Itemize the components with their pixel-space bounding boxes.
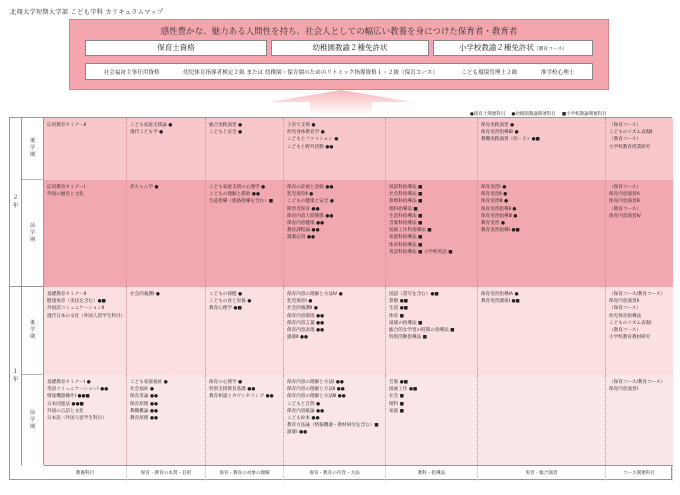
course-item: 健康体育（実技を含む）●■ <box>47 299 106 305</box>
course-item: 保育内容総論 ●● <box>287 408 325 414</box>
course-item: 保育内容健康 ●● <box>287 221 325 227</box>
course-item: 応用教育セミナーⅡ <box>47 123 87 128</box>
course-item: 社会科指導法 ■ <box>389 192 423 198</box>
course-cell <box>127 118 206 180</box>
course-cell <box>206 180 284 287</box>
course-item: 幼児身体教育学 ● <box>287 130 325 136</box>
course-item: 算数 ●■ <box>389 299 408 305</box>
course-item: 生活科指導法 ■ <box>389 213 423 219</box>
course-item: 保育実習Ⅰ ● <box>481 185 507 190</box>
course-item: 小学校教育授業研究 <box>609 144 651 150</box>
course-item: 音楽科指導法 ■ <box>389 221 423 227</box>
course-item: 教育実習 ● <box>481 221 505 227</box>
course-item: こどもと自然 ● <box>287 401 321 407</box>
course-item: こどもとファッション ● <box>287 137 339 143</box>
course-item: 教育方法論（情報機器・教材研究を含む）■ <box>287 423 379 429</box>
course-item: 総合実践演習 ● <box>209 123 243 128</box>
cert-item: 幼児体育指導者検定２級 または 幼稚園・保育園のためのリトミック指導資格１・２級（保育コース） <box>183 69 438 76</box>
course-item: 保育の心理学 ● <box>209 380 243 385</box>
course-cell <box>44 180 127 287</box>
course-cell <box>478 118 606 180</box>
cert-bar <box>85 63 593 80</box>
course-item: 保育内容演習Ⅳ <box>609 213 641 219</box>
course-item: 幼児体育指導法 <box>609 313 642 319</box>
course-cell <box>606 118 673 180</box>
course-item: （教育コース） <box>609 206 641 212</box>
course-item: 保育の計画と評価 ●● <box>287 185 334 190</box>
course-item: こども家庭福祉 ● <box>130 380 168 385</box>
grid-row <box>44 375 673 465</box>
course-item: （教育コース） <box>609 137 641 143</box>
course-item: 器楽応用 ●● <box>287 235 315 241</box>
course-item: こども家庭支援論 ● <box>130 123 173 128</box>
course-item: 教育心理学 ●■ <box>209 306 242 312</box>
course-item: 保育実習Ⅲ ● <box>481 199 509 205</box>
course-item: 体育 ■ <box>389 313 404 319</box>
course-cell <box>386 287 478 375</box>
course-item: 保育実習指導ⅠB ● <box>481 130 519 136</box>
course-item: 家庭 ■ <box>389 408 404 414</box>
course-item: （保育コース） <box>609 185 641 190</box>
course-item: こどもの理解と援助 ●● <box>209 192 260 198</box>
course-item: 社会的養護Ⅱ ● <box>287 306 318 312</box>
course-cell <box>284 375 386 465</box>
qual-elementary: 小学校教諭２種免許状（教育コース） <box>433 40 593 56</box>
course-item: 家庭科指導法 ■ <box>389 235 423 241</box>
course-cell <box>44 375 127 465</box>
course-item: こどもの食と栄養 ● <box>209 299 252 305</box>
course-item: 保育内容の理解と方法Ⅰ ●● <box>287 380 344 385</box>
course-item: 教育課程論 ●● <box>287 228 320 234</box>
course-item: こども絵本 ●● <box>287 416 320 422</box>
course-cell <box>206 287 284 375</box>
course-item: 教育実習指導Ⅰ ●■ <box>481 228 520 234</box>
course-item: 子育て支援 ● <box>287 123 316 128</box>
course-item: 保育内容表現 ●● <box>287 328 325 334</box>
course-cell <box>127 375 206 465</box>
semester-label: 後 学 期 <box>22 287 44 375</box>
course-cell <box>284 180 386 287</box>
course-item: 保育内容演習Ⅱ <box>609 299 639 305</box>
course-item: 保育実習Ⅱ ● <box>481 192 508 198</box>
course-item: 基礎教育セミナーⅠ ● <box>47 380 91 385</box>
course-item: こどもと野外活動 ●● <box>287 144 334 150</box>
qual-nursery: 保育士資格 <box>85 40 267 56</box>
course-item: 保育内容の理解と方法Ⅲ ●● <box>287 394 346 400</box>
course-item: 基礎教育セミナーⅡ <box>47 292 87 297</box>
page-header: 北翔大学短期大学部 こども学科 カリキュラムマップ <box>10 9 164 16</box>
course-cell <box>606 180 673 287</box>
column-label: 保育・教育の内容・方法 <box>284 466 386 481</box>
course-cell <box>386 180 478 287</box>
cert-item: こども環境管理士２級 <box>461 69 518 76</box>
cert-item: 社会福祉主事任用資格 <box>103 69 160 76</box>
course-cell <box>206 375 284 465</box>
legend-item: ●保育士関連科目 <box>470 112 506 117</box>
course-item: 図画工作 ●■ <box>389 387 418 393</box>
course-item: 総合的な学習の時間の指導法 ■ <box>389 328 455 334</box>
course-cell <box>606 375 673 465</box>
course-item: （教育コース） <box>609 328 641 334</box>
course-item: 英語コミュニケーションⅠ ●● <box>47 387 109 393</box>
course-cell <box>478 180 606 287</box>
course-item: 障害児保育 ●● <box>287 206 320 212</box>
course-item: 教育相談とカウンセリング ●● <box>209 394 274 400</box>
course-cell <box>44 118 127 180</box>
course-cell <box>284 118 386 180</box>
goal-panel <box>69 19 609 90</box>
year-1-label: １ 年 <box>10 287 22 465</box>
course-item: 算数科指導法 ■ <box>389 199 423 205</box>
course-cell <box>206 118 284 180</box>
course-item: 保育内容演習A <box>609 192 640 198</box>
course-item: 保育内容人間関係 ●● <box>287 213 334 219</box>
course-item: 保育内容言葉 ●● <box>287 320 325 326</box>
course-cell <box>478 375 606 465</box>
course-cell <box>44 287 127 375</box>
legend-item: ●幼稚園教諭関連科目 <box>511 112 556 117</box>
course-cell <box>478 287 606 375</box>
course-item: 保育実習指導Ⅱ ● <box>481 206 517 212</box>
semester-label: 後 学 期 <box>22 118 44 180</box>
course-item: 社会的養護Ⅰ ● <box>130 292 160 297</box>
course-item: （保育コース/教育コース） <box>609 380 666 385</box>
course-cell <box>284 287 386 375</box>
course-item: 社会 ■ <box>389 394 404 400</box>
course-item: 外国の言語と文化 <box>47 408 84 414</box>
course-item: 国語（書写を含む）●■ <box>389 292 439 297</box>
course-cell <box>606 287 673 375</box>
course-item: 社会福祉 ● <box>130 387 154 393</box>
legend-item: ■小学校教諭関連科目 <box>561 112 607 117</box>
year-2-label: ２ 年 <box>10 118 22 287</box>
grid-row <box>44 180 673 287</box>
course-item: 英語科指導法 ■ 小学校英語 ■ <box>389 249 453 255</box>
column-label: コース関連科目 <box>606 466 673 481</box>
course-item: 生徒指導（進路指導を含む）■ <box>209 199 274 205</box>
course-item: こどもの保健 ● <box>209 292 243 297</box>
course-item: 外国語コミュニケーションⅡ <box>47 306 105 312</box>
course-item: 理科 ■ <box>389 401 404 407</box>
course-item: （保育コース） <box>609 123 641 128</box>
cert-item: 准学校心理士 <box>540 69 575 76</box>
column-label: 保育・教育の対象の理解 <box>206 466 284 481</box>
course-item: 教育原理 ●● <box>130 416 158 422</box>
semester-label: 前 学 期 <box>22 180 44 287</box>
course-item: 保育内容の理解と方法Ⅱ ●● <box>287 387 345 393</box>
column-label: 保育・教育の本質・目的 <box>127 466 206 481</box>
up-arrow-icon <box>270 90 412 115</box>
course-item: 保育者論 ●● <box>130 394 158 400</box>
course-item: 保育内容演習Ⅰ <box>609 387 638 393</box>
course-item: 日本語（外国人留学生科目） <box>47 416 107 422</box>
course-item: 教職概論 ●● <box>130 408 158 414</box>
course-item: 保育実習指導ⅠA ● <box>481 292 519 297</box>
course-cell <box>127 287 206 375</box>
course-cell <box>386 375 478 465</box>
column-label: 実習・総合演習 <box>478 466 606 481</box>
course-item: 応用教育セミナーⅠ <box>47 185 86 190</box>
course-item: 国語科指導法 ■ <box>389 185 423 190</box>
course-item: 乳児保育Ⅱ ● <box>287 192 314 198</box>
course-item: 音楽 ●■ <box>389 380 408 385</box>
course-cell <box>127 180 206 287</box>
column-footer <box>44 465 673 480</box>
course-item: こどもと安全 ● <box>209 130 243 136</box>
course-item: こどものリズム表現Ⅱ <box>609 130 653 136</box>
course-item: 外国の歴史と文化 <box>47 192 84 198</box>
course-item: こどもの健康と安全 ● <box>287 199 334 205</box>
course-item: 情報機器操作Ⅰ ●●■ <box>47 394 90 400</box>
goal-text: 感性豊かな、魅力ある人間性を持ち、社会人としての幅広い教養を身につけた保育者・教育者 <box>160 27 518 37</box>
course-item: 理科指導法 ■ <box>389 206 418 212</box>
course-item: 保育実習指導Ⅲ ● <box>481 213 518 219</box>
course-item: 生活 ●■ <box>389 306 408 312</box>
course-cell <box>386 118 478 180</box>
course-item: 保育実践演習 ● <box>481 123 515 128</box>
course-item: 現代日本の文化（外国人留学生科目） <box>47 313 126 319</box>
course-item: 保育原理 ●● <box>130 401 158 407</box>
column-label: 教養科目 <box>44 466 127 481</box>
course-item: 赤ちゃん学 ● <box>130 185 159 190</box>
course-item: 器楽Ⅱ ●● <box>287 335 308 341</box>
course-item: 小学校教育教材研究 <box>609 335 651 341</box>
course-item: こども家庭支援の心理学 ● <box>209 185 266 190</box>
course-item: 保育内容の理解と方法Ⅳ ● <box>287 292 343 297</box>
course-item: （保育コース） <box>609 306 641 312</box>
course-item: 保育内容環境 ●● <box>287 313 325 319</box>
column-label: 教科・指導法 <box>386 466 478 481</box>
grid-row <box>44 118 673 180</box>
semester-label: 前 学 期 <box>22 375 44 465</box>
course-item: （保育コース/教育コース） <box>609 292 666 297</box>
grid-row <box>44 287 673 375</box>
course-item: 特別活動指導法 ■ <box>389 335 427 341</box>
course-item: 図画工作科指導法 ■ <box>389 228 432 234</box>
course-item: 現代こども学 ● <box>130 130 164 136</box>
course-item: 教育実習講義Ⅰ ●■ <box>481 299 520 305</box>
curriculum-grid <box>9 117 672 480</box>
course-item: 特別支援教育基礎 ●● <box>209 387 256 393</box>
course-item: 器楽Ⅰ ●● <box>287 430 308 436</box>
course-item: こどものリズム表現Ⅰ <box>609 320 652 326</box>
course-item: 日本国憲法 ●●■ <box>47 401 84 407</box>
course-item: 体育科指導法 ■ <box>389 242 423 248</box>
course-item: 道徳の指導法 ■ <box>389 320 423 326</box>
course-item: 乳児保育Ⅰ ● <box>287 299 313 305</box>
course-item: 保育内容演習B <box>609 199 640 205</box>
qual-kindergarten: 幼稚園教諭２種免許状 <box>271 40 429 56</box>
course-item: 教職実践演習（幼・小）●■ <box>481 137 540 143</box>
